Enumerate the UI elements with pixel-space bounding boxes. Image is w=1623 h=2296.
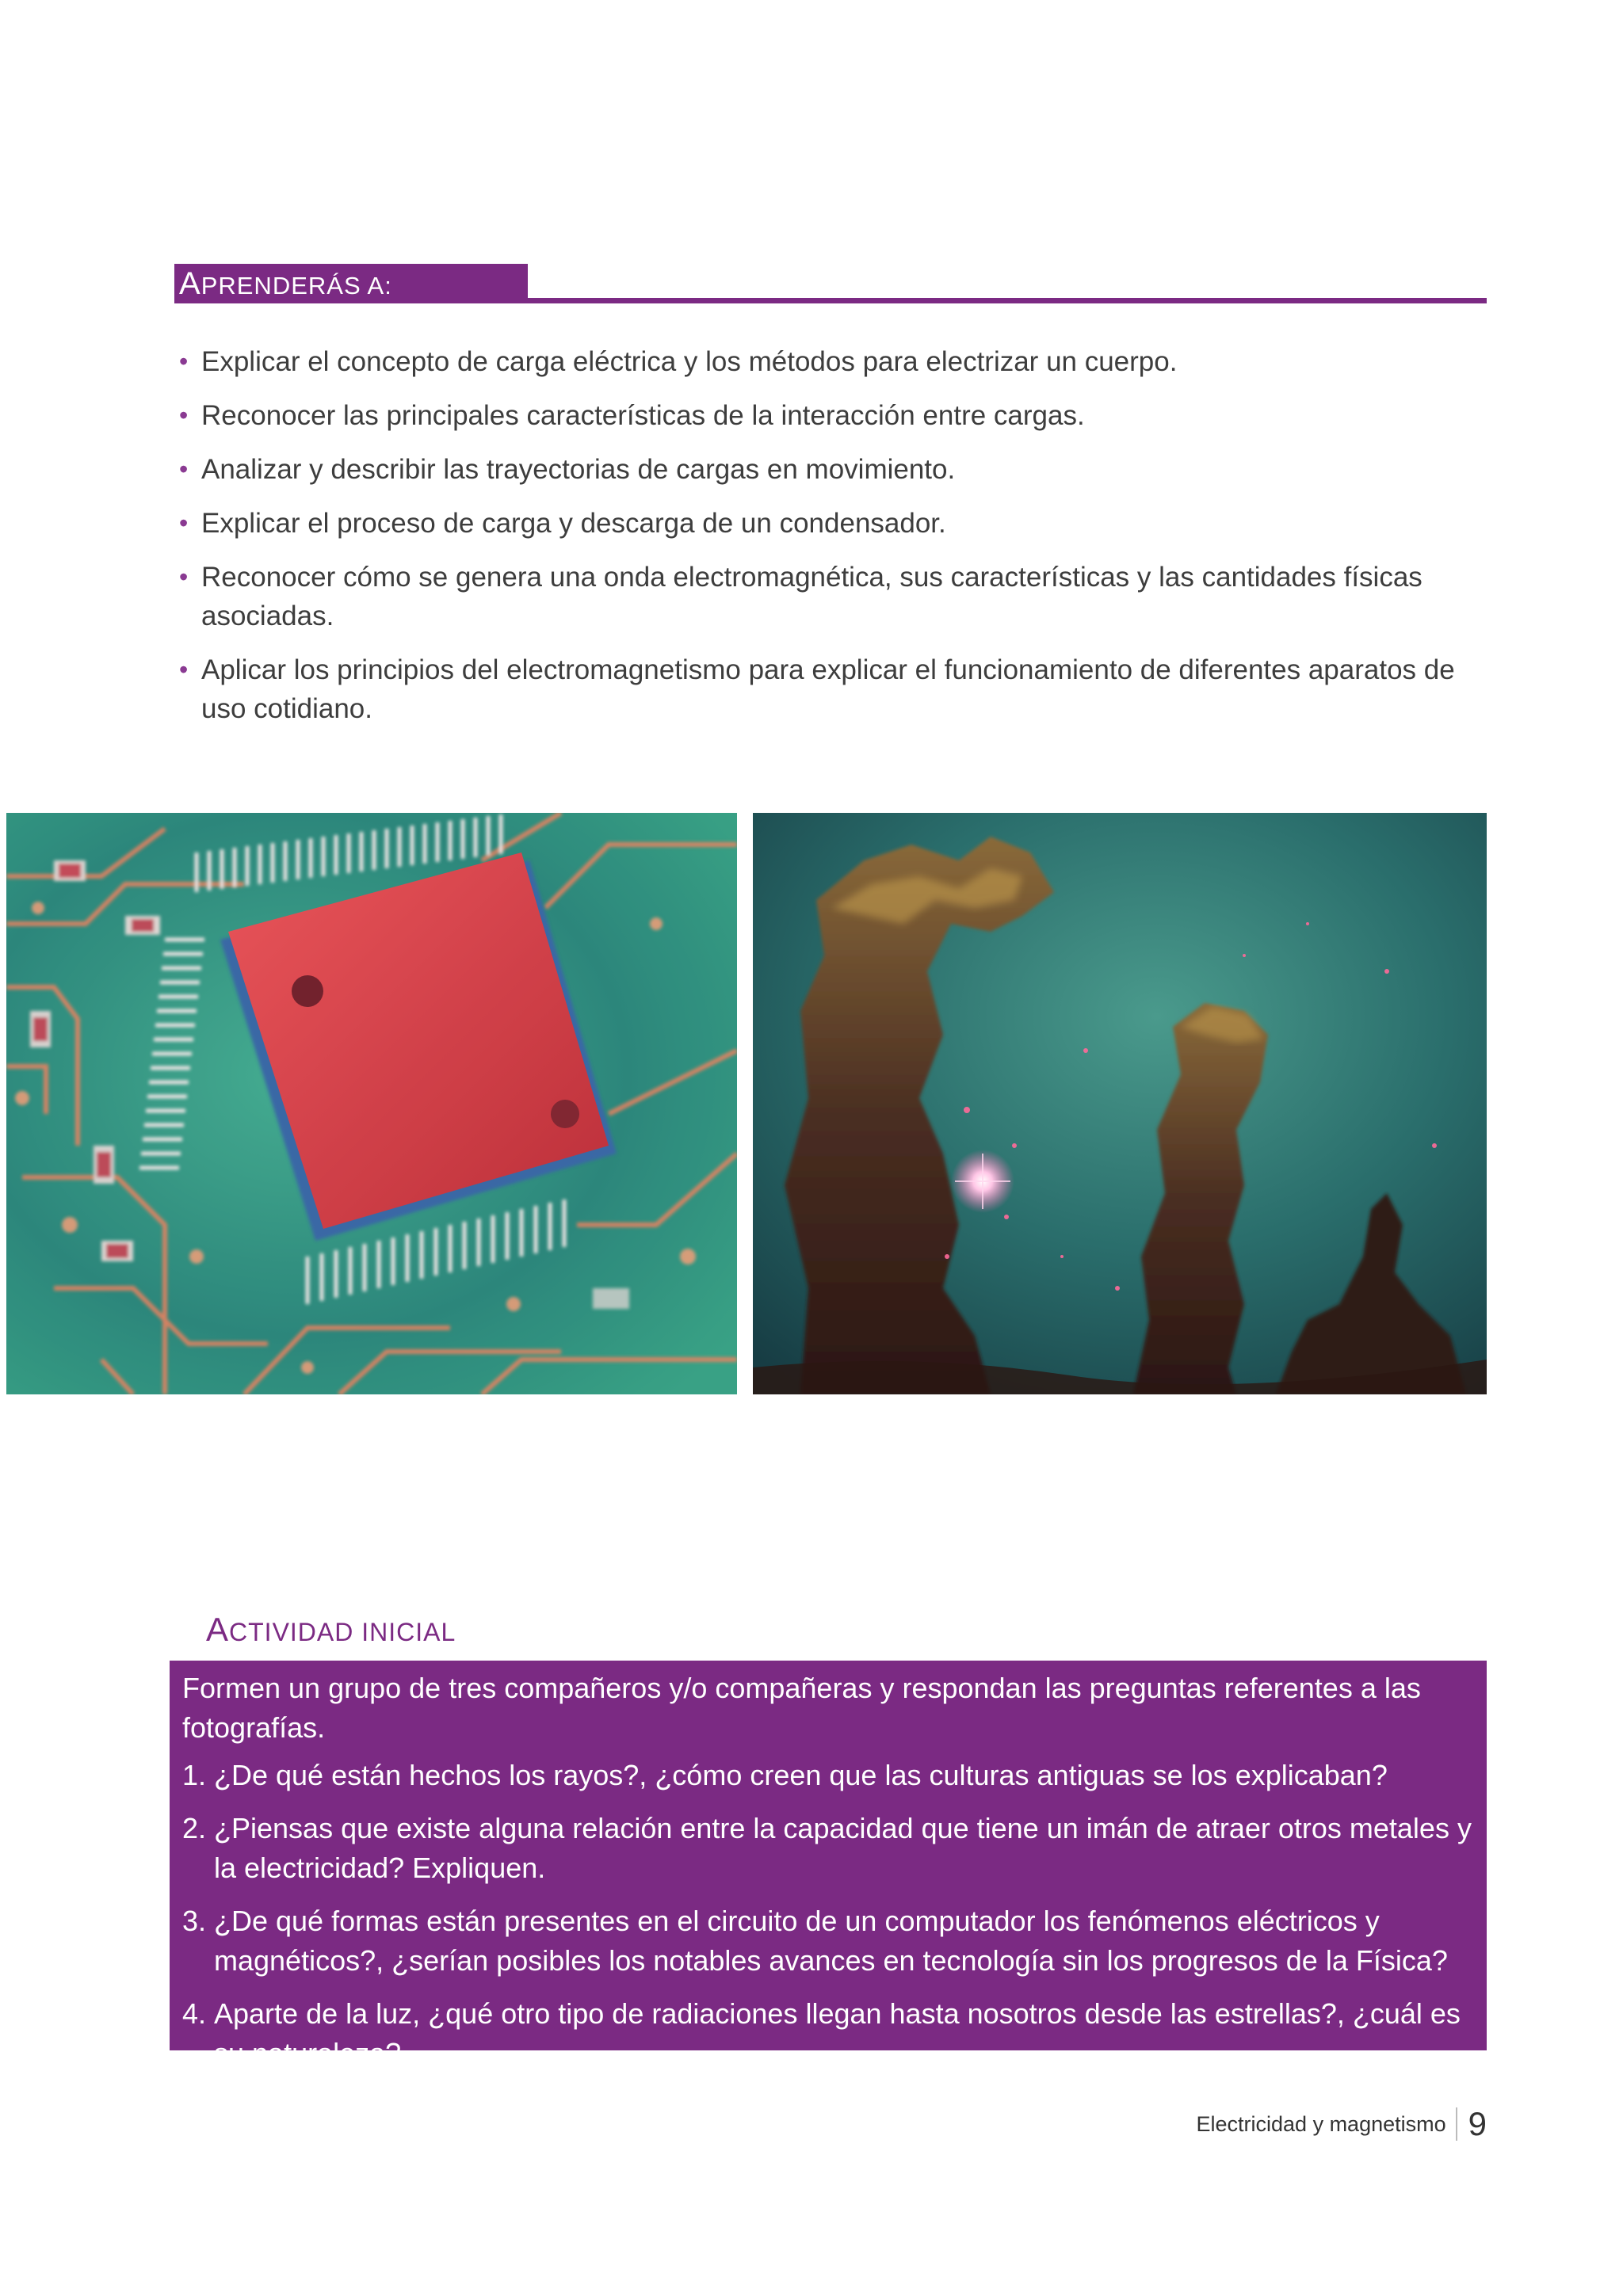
question-text: Aparte de la luz, ¿qué otro tipo de radiaciones llegan hasta nosotros desde las estrellas?, ¿cuál es su naturaleza? (214, 1997, 1461, 2069)
learn-item: • Reconocer las principales características de la interacción entre cargas. (179, 396, 1487, 435)
question-text: ¿De qué están hechos los rayos?, ¿cómo creen que las culturas antiguas se los explicaban? (214, 1759, 1388, 1791)
activity-title: ACTIVIDAD INICIAL (206, 1611, 456, 1648)
page-number: 9 (1468, 2105, 1487, 2142)
activity-questions (182, 1756, 1474, 2073)
question-item (182, 1809, 1474, 1888)
question-item (182, 1756, 1474, 1795)
header-rule (528, 298, 1487, 303)
learn-title: APRENDERÁS A: (174, 264, 528, 303)
learn-item: • Aplicar los principios del electromagnetismo para explicar el funcionamiento de diferentes aparatos de uso cotidiano. (179, 650, 1487, 728)
question-item (182, 1901, 1474, 1981)
question-text: ¿Piensas que existe alguna relación entre la capacidad que tiene un imán de atraer otros metales y la electricidad? Expliquen. (214, 1812, 1472, 1884)
question-number: 3. (182, 1905, 207, 1937)
learn-item: • Explicar el proceso de carga y descarga de un condensador. (179, 504, 1487, 543)
circuit-board-photo (6, 813, 737, 1394)
activity-intro: Formen un grupo de tres compañeros y/o compañeras y respondan las preguntas referentes a las fotografías. (182, 1672, 1421, 1744)
question-item (182, 1994, 1474, 2073)
learn-item: • Reconocer cómo se genera una onda electromagnética, sus características y las cantidades físicas asociadas. (179, 558, 1487, 635)
learn-header (174, 264, 1487, 303)
page-footer (1197, 2104, 1487, 2144)
activity-box (170, 1661, 1487, 2069)
footer-divider (1456, 2107, 1457, 2141)
learn-list (179, 342, 1487, 743)
footer-section: Electricidad y magnetismo (1196, 2111, 1446, 2136)
learn-item: • Analizar y describir las trayectorias de cargas en movimiento. (179, 450, 1487, 489)
question-number: 1. (182, 1759, 207, 1791)
learn-item: • Explicar el concepto de carga eléctrica y los métodos para electrizar un cuerpo. (179, 342, 1487, 381)
question-number: 2. (182, 1812, 207, 1844)
question-number: 4. (182, 1997, 207, 2030)
nebula-photo (753, 813, 1487, 1394)
question-text: ¿De qué formas están presentes en el circuito de un computador los fenómenos eléctricos y magnéticos?, ¿serían posibles los notables avances en tecnología sin los progresos de la Física? (214, 1905, 1448, 1977)
